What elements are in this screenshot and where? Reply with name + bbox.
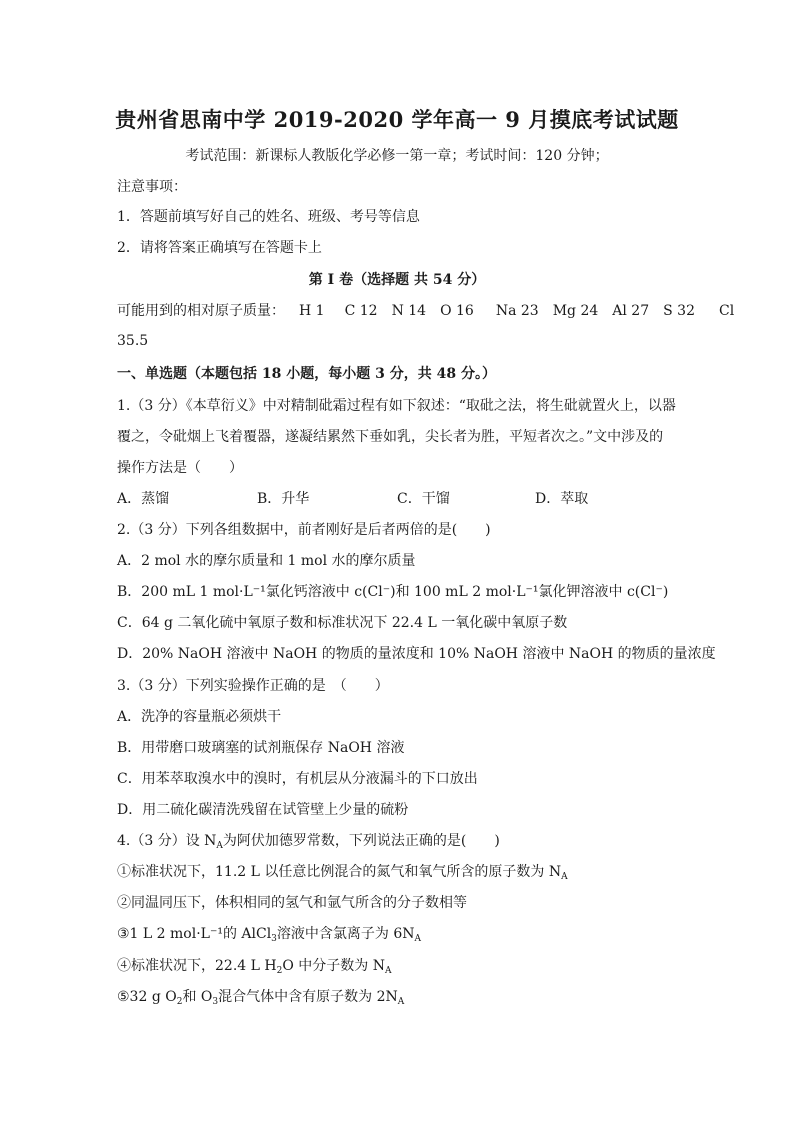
q3-option-c: C．用苯萃取溴水中的溴时，有机层从分液漏斗的下口放出 <box>117 771 478 787</box>
atomic-mass-h: H 1 <box>299 303 325 319</box>
q4-statement-4: ④标准状况下，22.4 L $H_2O$ 中分子数为 $N_A$ <box>117 958 392 976</box>
atomic-mass-c: C 12 <box>344 303 378 319</box>
q2-option-a: A．2 mol 水的摩尔质量和 1 mol 水的摩尔质量 <box>117 553 416 569</box>
q1-stem-line: 覆之，令砒烟上飞着覆器，遂凝结累然下垂如乳，尖长者为胜，平短者次之。”文中涉及的 <box>117 429 664 445</box>
q4-stem: 4.（3 分）设 $N_A$为阿伏加德罗常数，下列说法正确的是( ) <box>117 833 500 851</box>
note-item: 1．答题前填写好自己的姓名、班级、考号等信息 <box>117 209 420 225</box>
note-item: 2．请将答案正确填写在答题卡上 <box>117 240 322 256</box>
q1-stem-line: 操作方法是（ ） <box>117 460 243 476</box>
atomic-mass-s: S 32 <box>663 303 695 319</box>
q1-option-d: D．萃取 <box>535 491 589 507</box>
q3-option-b: B．用带磨口玻璃塞的试剂瓶保存 NaOH 溶液 <box>117 740 405 756</box>
q2-option-c: C．64 g 二氧化硫中氧原子数和标准状况下 22.4 L 一氧化碳中氧原子数 <box>117 615 568 631</box>
q2-option-d: D．20% NaOH 溶液中 NaOH 的物质的量浓度和 10% NaOH 溶液中 NaOH 的物质的量浓度 <box>117 646 716 662</box>
part-heading: 一、单选题（本题包括 18 小题，每小题 3 分，共 48 分。） <box>117 366 496 382</box>
section-title: 第 I 卷（选择题 共 54 分） <box>308 272 486 288</box>
q1-stem-line: 1.（3 分）《本草衍义》中对精制砒霜过程有如下叙述：“取砒之法，将生砒就置火上，以器 <box>117 398 676 414</box>
q3-option-a: A．洗净的容量瓶必须烘干 <box>117 709 282 725</box>
q4-statement-1: ①标准状况下，11.2 L 以任意比例混合的氮气和氧气所含的原子数为 $N_A$ <box>117 864 568 882</box>
q2-stem: 2.（3 分）下列各组数据中，前者刚好是后者两倍的是( ) <box>117 522 491 538</box>
exam-title: 贵州省思南中学 2019-2020 学年高一 9 月摸底考试试题 <box>115 107 679 132</box>
q4-statement-5: ⑤32 g $O_2$和 $O_3$混合气体中含有原子数为 $2N_A$ <box>117 989 405 1007</box>
q4-statement-2: ②同温同压下，体积相同的氢气和氩气所含的分子数相等 <box>117 895 467 911</box>
atomic-mass-line <box>117 301 735 321</box>
notes-heading: 注意事项： <box>117 179 187 195</box>
q3-option-d: D．用二硫化碳清洗残留在试管壁上少量的硫粉 <box>117 802 409 818</box>
q1-option-a: A．蒸馏 <box>117 491 170 507</box>
atomic-mass-n: N 14 <box>391 303 427 319</box>
atomic-mass-al: Al 27 <box>612 303 650 319</box>
q1-option-c: C．干馏 <box>397 491 450 507</box>
q1-option-b: B．升华 <box>257 491 310 507</box>
atomic-mass-intro: 可能用到的相对原子质量： <box>117 303 285 319</box>
atomic-mass-na: Na 23 <box>495 303 539 319</box>
q4-statement-3: ③1 L 2 mol·L⁻¹的 AlCl$_3$溶液中含氯离子为 $6N_A$ <box>117 926 422 944</box>
atomic-mass-mg: Mg 24 <box>552 303 599 319</box>
atomic-mass-cl: Cl <box>718 303 735 319</box>
exam-subtitle: 考试范围：新课标人教版化学必修一第一章；考试时间：120 分钟； <box>185 148 609 164</box>
atomic-mass-continued: 35.5 <box>117 333 149 349</box>
q3-stem: 3.（3 分）下列实验操作正确的是 （ ） <box>117 678 389 694</box>
atomic-mass-o: O 16 <box>440 303 474 319</box>
q2-option-b: B．200 mL 1 mol·L⁻¹氯化钙溶液中 c(Cl⁻)和 100 mL 2 mol·L⁻¹氯化钾溶液中 c(Cl⁻) <box>117 584 669 600</box>
